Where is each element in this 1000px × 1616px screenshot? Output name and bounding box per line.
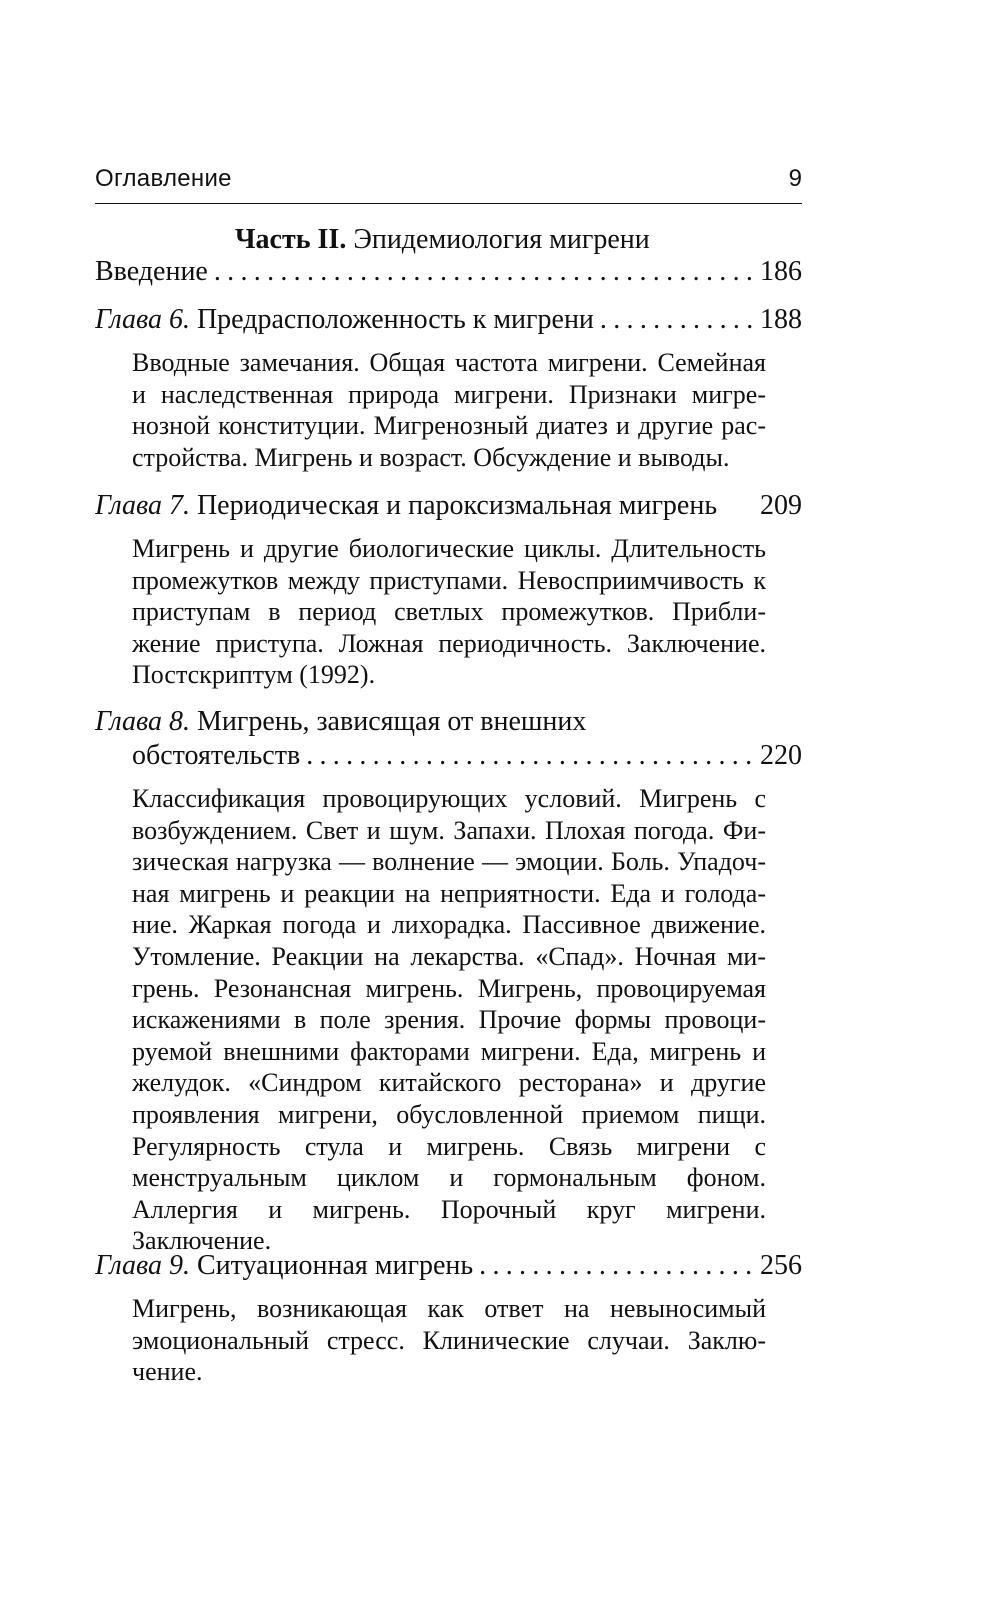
dot-leader bbox=[600, 304, 756, 336]
toc-entry-intro[interactable] bbox=[95, 256, 802, 294]
toc-entry-page: 188 bbox=[760, 304, 802, 335]
chapter-6-description: Вводные замечания. Общая частота мигрени. Семейная и наследственная природа мигрени. Признаки мигренозной конституции. Мигренозный диатез и другие расстройства. Мигрень и возраст. Обсуждение и выводы. bbox=[132, 348, 766, 472]
chapter-prefix: Глава 8. bbox=[95, 706, 190, 737]
chapter-title: Ситуационная мигрень bbox=[196, 1250, 474, 1281]
toc-entry-label bbox=[95, 490, 756, 522]
chapter-prefix: Глава 7. bbox=[95, 490, 190, 521]
toc-entry-chapter-8-cont[interactable] bbox=[132, 740, 802, 778]
running-head-title: Оглавление bbox=[95, 165, 232, 192]
part-label: Часть II. bbox=[235, 224, 347, 255]
toc-entry-chapter-8[interactable] bbox=[95, 706, 586, 738]
running-head bbox=[95, 163, 802, 204]
dot-leader bbox=[214, 256, 756, 288]
chapter-prefix: Глава 6. bbox=[95, 304, 190, 335]
part-title: Эпидемиология мигрени bbox=[353, 224, 650, 255]
part-heading bbox=[235, 224, 650, 256]
chapter-title: Периодическая и пароксизмальная мигрень bbox=[196, 490, 718, 521]
chapter-title-cont: обстоятельств bbox=[132, 740, 301, 771]
chapter-prefix: Глава 9. bbox=[95, 1250, 190, 1281]
toc-entry-label bbox=[95, 304, 600, 336]
toc-entry-label: Введение bbox=[95, 256, 208, 287]
chapter-title: Мигрень, зависящая от внешних bbox=[196, 706, 587, 737]
dot-leader bbox=[306, 740, 756, 772]
dot-leader bbox=[479, 1250, 756, 1282]
chapter-9-description: Мигрень, возникающая как ответ на невыносимый эмоциональный стресс. Клинические случаи. Заключение. bbox=[132, 1294, 766, 1387]
toc-entry-chapter-6[interactable] bbox=[95, 304, 802, 342]
toc-entry-chapter-9[interactable] bbox=[95, 1250, 802, 1288]
toc-entry-label bbox=[95, 1250, 479, 1282]
chapter-7-description: Мигрень и другие биологические циклы. Длительность промежутков между приступами. Невосприимчивость к приступам в период светлых промежутков. Приближение приступа. Ложная периодичность. Заключение. Постскриптум (1992). bbox=[132, 534, 766, 690]
chapter-title: Предрасположенность к мигрени bbox=[196, 304, 594, 335]
page-number: 9 bbox=[788, 165, 802, 192]
toc-entry-page: 209 bbox=[760, 490, 802, 521]
chapter-8-description: Классификация провоцирующих условий. Мигрень с возбуждением. Свет и шум. Запахи. Плохая погода. Физическая нагрузка — волнение — эмоции. Боль. Упадочная мигрень и реакции на неприятности. Еда и голодание. Жаркая погода и лихорадка. Пассивное движение. Утомление. Реакции на лекарства. «Спад». Ночная мигрень. Резонансная мигрень. Мигрень, провоцируемая искажениями в поле зрения. Прочие формы провоцируемой внешними факторами мигрени. Еда, мигрень и желудок. «Синдром китайского ресторана» и другие проявления мигрени, обусловленной приемом пищи. Регулярность стула и мигрень. Связь мигрени с менструальным циклом и гормональным фоном. Аллергия и мигрень. Порочный круг мигрени. Заключение. bbox=[132, 784, 766, 1256]
toc-entry-page: 220 bbox=[760, 740, 802, 771]
toc-entry-chapter-7[interactable] bbox=[95, 490, 802, 528]
toc-entry-page: 256 bbox=[760, 1250, 802, 1281]
toc-entry-page: 186 bbox=[760, 256, 802, 287]
